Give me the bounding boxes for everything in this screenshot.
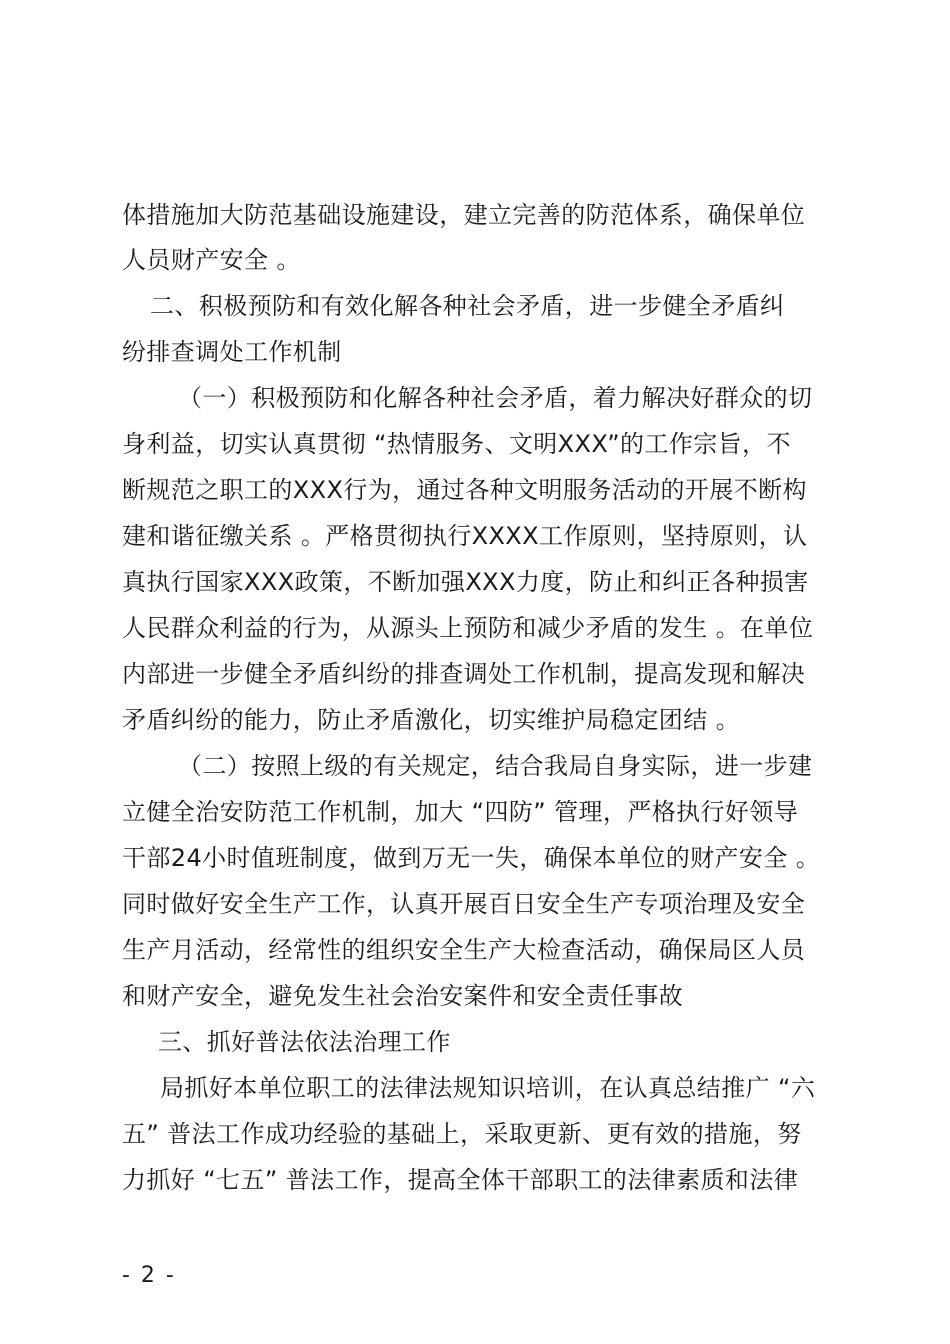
body-text-line: 身利益，切实认真贯彻 “热情服务、文明XXX”的工作宗旨，不 (122, 430, 791, 458)
body-text-line: 人员财产安全 。 (122, 246, 301, 274)
body-text-line: 矛盾纠纷的能力，防止矛盾激化，切实维护局稳定团结 。 (122, 706, 741, 734)
body-text-line: 生产月活动，经常性的组织安全生产大检查活动，确保局区人员 (122, 936, 806, 964)
section-heading-2-cont: 纷排查调处工作机制 (122, 338, 342, 366)
section-3-paragraph-start: 局抓好本单位职工的法律法规知识培训，在认真总结推广 “六 (160, 1074, 816, 1102)
body-text-line: 同时做好安全生产工作，认真开展百日安全生产专项治理及安全 (122, 890, 806, 918)
section-heading-2: 二、积极预防和有效化解各种社会矛盾，进一步健全矛盾纠 (150, 292, 785, 320)
subsection-2-start: （二）按照上级的有关规定，结合我局自身实际，进一步建 (178, 752, 813, 780)
body-text-line: 立健全治安防范工作机制，加大 “四防” 管理，严格执行好领导 (122, 798, 799, 826)
body-text-line: 内部进一步健全矛盾纠纷的排查调处工作机制，提高发现和解决 (122, 660, 806, 688)
body-text-line: 体措施加大防范基础设施建设，建立完善的防范体系，确保单位 (122, 201, 806, 229)
body-text-line: 力抓好 “七五” 普法工作，提高全体干部职工的法律素质和法律 (122, 1166, 799, 1194)
body-text-line: 人民群众利益的行为，从源头上预防和减少矛盾的发生 。在单位 (122, 614, 814, 642)
body-text-line: 五” 普法工作成功经验的基础上，采取更新、更有效的措施，努 (122, 1120, 802, 1148)
body-text-line: 建和谐征缴关系 。严格贯彻执行XXXX工作原则，坚持原则，认 (122, 522, 808, 550)
subsection-1-start: （一）积极预防和化解各种社会矛盾，着力解决好群众的切 (178, 384, 813, 412)
body-text-line: 真执行国家XXX政策，不断加强XXX力度，防止和纠正各种损害 (122, 568, 809, 596)
body-text-line: 断规范之职工的XXX行为，通过各种文明服务活动的开展不断构 (122, 476, 807, 504)
section-heading-3: 三、抓好普法依法治理工作 (158, 1028, 451, 1056)
page-number: - 2 - (122, 1263, 176, 1288)
body-text-line: 干部24小时值班制度，做到万无一失，确保本单位的财产安全 。 (122, 844, 821, 872)
body-text-line: 和财产安全，避免发生社会治安案件和安全责任事故 (122, 982, 684, 1010)
